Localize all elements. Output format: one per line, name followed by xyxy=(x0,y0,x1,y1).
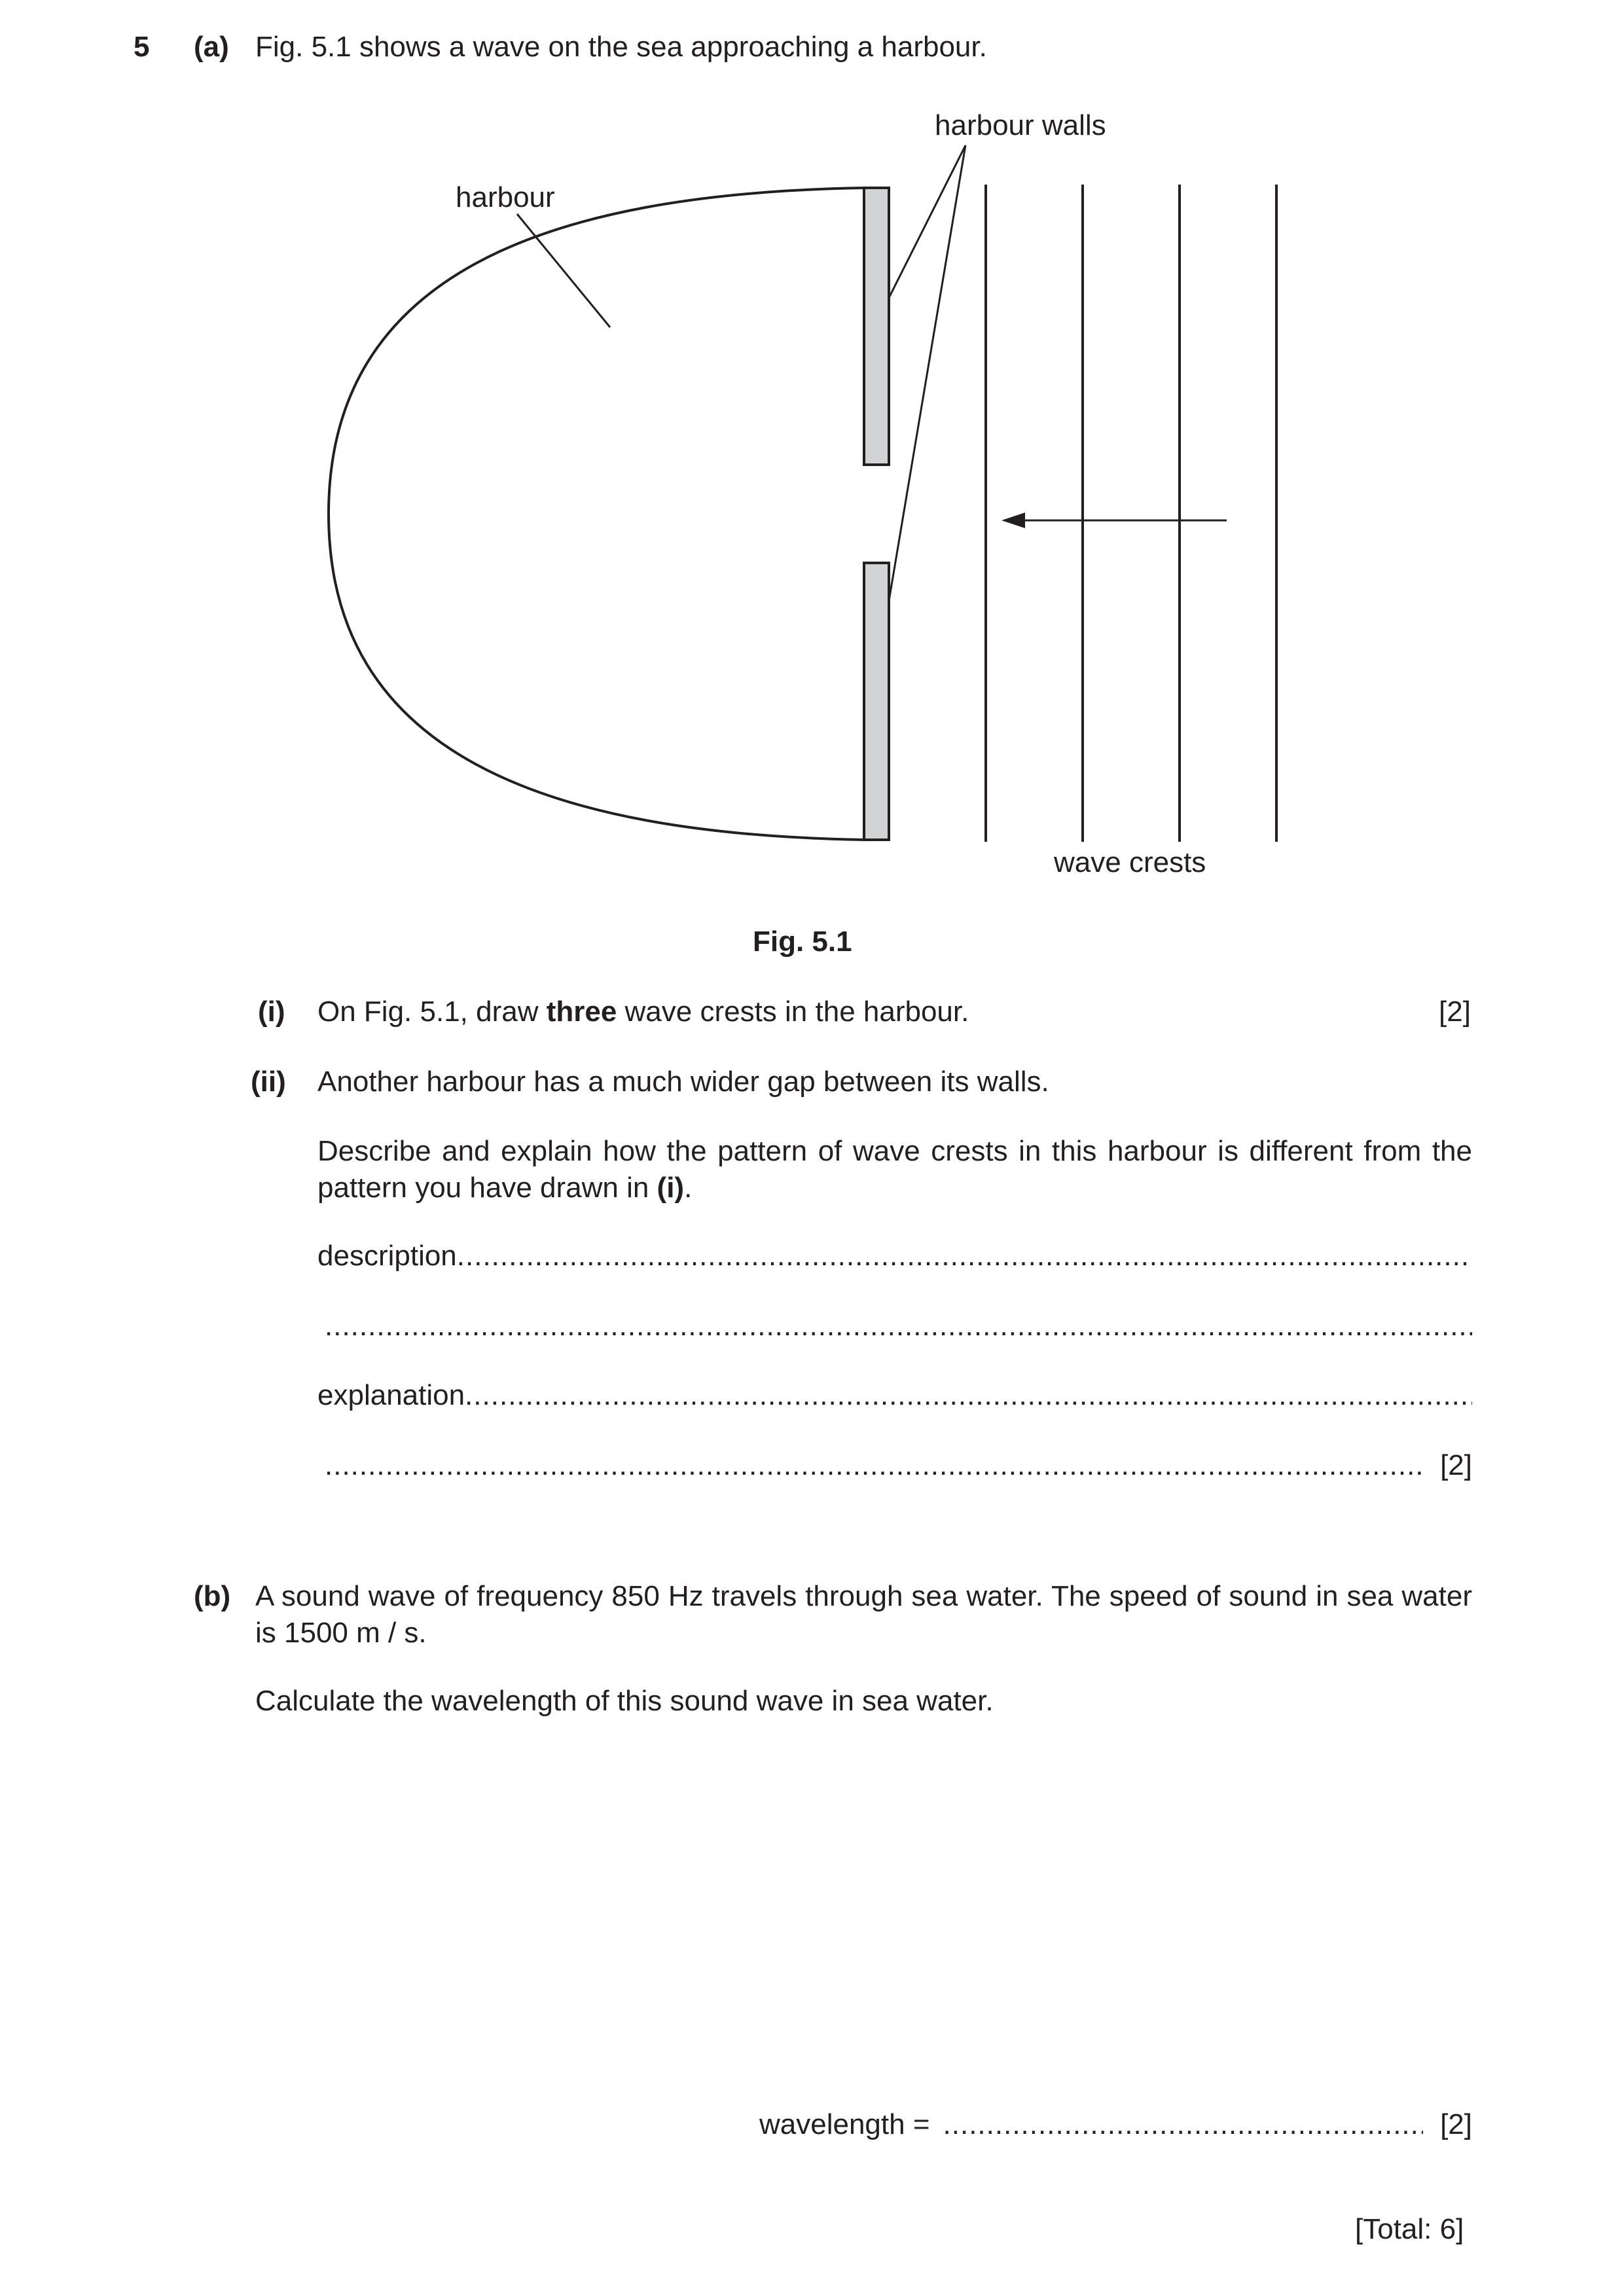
sub-i-text-bold: three xyxy=(546,996,617,1028)
sub-ii-prompt-ref: (i) xyxy=(657,1172,685,1204)
harbour-wall-bottom xyxy=(864,563,889,840)
label-wave-crests: wave crests xyxy=(1054,846,1206,878)
sub-i-marks: [2] xyxy=(1439,996,1471,1028)
label-harbour-walls: harbour walls xyxy=(935,109,1106,141)
part-a-intro: Fig. 5.1 shows a wave on the sea approaching a harbour. xyxy=(255,31,987,63)
description-label: description xyxy=(317,1240,457,1272)
explanation-answer-line[interactable] xyxy=(317,1377,1472,1414)
sub-ii-prompt-end: . xyxy=(684,1172,693,1204)
part-b-label: (b) xyxy=(194,1580,231,1612)
harbour-wall-top xyxy=(864,188,889,465)
sub-ii-label: (ii) xyxy=(251,1066,286,1098)
harbour-figure xyxy=(0,0,1624,916)
sub-ii-prompt xyxy=(317,1133,1472,1206)
description-answer-line-2[interactable] xyxy=(325,1308,1472,1344)
question-number: 5 xyxy=(134,31,150,63)
explanation-label: explanation xyxy=(317,1379,465,1411)
dotted-line xyxy=(465,1377,1472,1414)
wavelength-label: wavelength = xyxy=(759,2108,930,2140)
sub-i-text-after: wave crests in the harbour. xyxy=(617,996,969,1028)
leader-line-wall-bottom xyxy=(889,145,965,601)
part-a-label: (a) xyxy=(194,31,229,63)
dotted-line xyxy=(325,1308,1472,1344)
sub-i-text-before: On Fig. 5.1, draw xyxy=(317,996,547,1028)
label-harbour: harbour xyxy=(456,181,555,213)
figure-caption: Fig. 5.1 xyxy=(753,926,852,958)
sub-ii-line1: Another harbour has a much wider gap between its walls. xyxy=(317,1066,1049,1098)
direction-arrow-head xyxy=(1001,513,1025,528)
dotted-line xyxy=(943,2106,1424,2143)
wavelength-answer-line[interactable] xyxy=(759,2106,1472,2143)
part-b-instruction: Calculate the wavelength of this sound wave in sea water. xyxy=(255,1685,994,1717)
sub-i-text xyxy=(317,994,969,1030)
part-b-text: A sound wave of frequency 850 Hz travels through sea water. The speed of sound in sea water is 1500 m / s. xyxy=(255,1580,1472,1649)
sub-ii-marks: [2] xyxy=(1440,1449,1472,1481)
harbour-outline xyxy=(329,188,865,840)
sub-i-label: (i) xyxy=(258,996,285,1028)
sub-ii-prompt-main: Describe and explain how the pattern of wave crests in this harbour is different from the pattern you have drawn in xyxy=(317,1135,1472,1204)
total-marks: [Total: 6] xyxy=(1355,2213,1464,2245)
explanation-answer-line-2[interactable] xyxy=(325,1447,1472,1484)
dotted-line xyxy=(325,1447,1423,1484)
part-b-marks: [2] xyxy=(1440,2108,1472,2140)
description-answer-line[interactable] xyxy=(317,1238,1472,1274)
leader-line-harbour xyxy=(517,214,610,327)
leader-line-wall-top xyxy=(889,145,965,298)
dotted-line xyxy=(457,1238,1472,1274)
